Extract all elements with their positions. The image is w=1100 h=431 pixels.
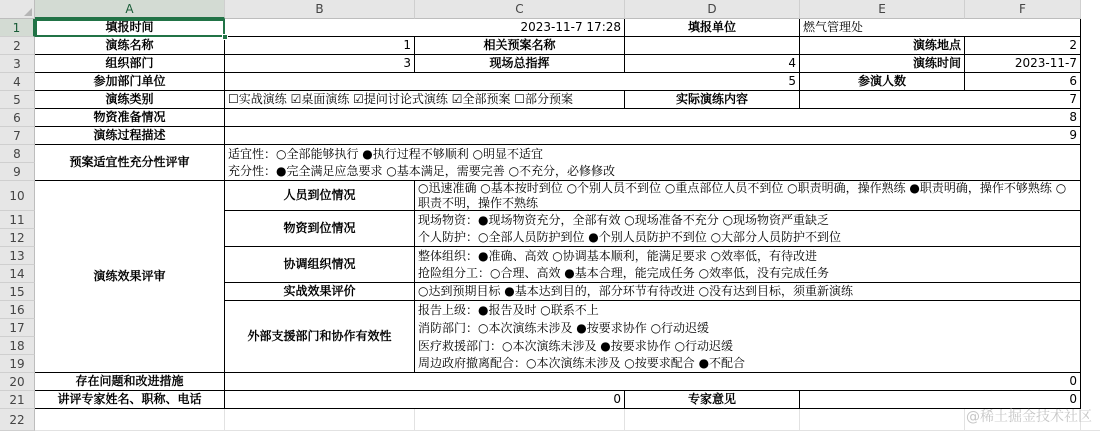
row-header[interactable]: 21 [0, 391, 35, 409]
cell-a5[interactable]: 演练类别 [35, 91, 225, 109]
row-header[interactable]: 14 [0, 265, 35, 283]
column-header-b[interactable]: B [225, 0, 415, 19]
row-header[interactable]: 18 [0, 337, 35, 355]
column-header-a[interactable]: A [35, 0, 225, 19]
cell-d1[interactable]: 填报单位 [625, 19, 800, 37]
cell-e22[interactable] [800, 409, 965, 431]
select-all-corner[interactable] [0, 0, 35, 19]
cell-ef5[interactable]: 7 [800, 91, 1081, 109]
cell-a8-a9[interactable]: 预案适宜性充分性评审 [35, 145, 225, 181]
cell-a21[interactable]: 讲评专家姓名、职称、电话 [35, 391, 225, 409]
cell-bc1[interactable]: 2023-11-7 17:28 [225, 19, 625, 37]
cell-d22[interactable] [625, 409, 800, 431]
cell-d2[interactable] [625, 37, 800, 55]
cell-cf14[interactable]: 抢险组分工：○合理、高效 ●基本合理，能完成任务 ○效率低，没有完成任务 [415, 265, 1081, 283]
cell-cf10[interactable]: ○迅速准确 ○基本按时到位 ○个别人员不到位 ○重点部位人员不到位 ○职责明确，操作熟练 ●职责明确，操作不够熟练 ○职责不明，操作不熟练 [415, 181, 1081, 211]
cell-a1[interactable]: 填报时间 [35, 19, 225, 37]
cell-bf7[interactable]: 9 [225, 127, 1081, 145]
cell-cf17[interactable]: 消防部门：○本次演练未涉及 ●按要求协作 ○行动迟缓 [415, 319, 1081, 337]
watermark: @稀土掘金技术社区 [966, 409, 1092, 425]
row-header[interactable]: 2 [0, 37, 35, 55]
cell-b2[interactable]: 1 [225, 37, 415, 55]
cell-a20[interactable]: 存在问题和改进措施 [35, 373, 225, 391]
row-header[interactable]: 12 [0, 229, 35, 247]
cell-bc21[interactable]: 0 [225, 391, 625, 409]
row-header[interactable]: 9 [0, 163, 35, 181]
cell-bf8[interactable]: 适宜性：○全部能够执行 ●执行过程不够顺利 ○明显不适宜 [225, 145, 1081, 163]
cell-bf20[interactable]: 0 [225, 373, 1081, 391]
grid-overflow-area [1081, 0, 1100, 431]
cell-b15[interactable]: 实战效果评价 [225, 283, 415, 301]
column-header-d[interactable]: D [625, 0, 800, 19]
column-header-e[interactable]: E [800, 0, 965, 19]
cell-cf16[interactable]: 报告上级：●报告及时 ○联系不上 [415, 301, 1081, 319]
cell-d5[interactable]: 实际演练内容 [625, 91, 800, 109]
cell-d21[interactable]: 专家意见 [625, 391, 800, 409]
cell-bf6[interactable]: 8 [225, 109, 1081, 127]
cell-b13-b14[interactable]: 协调组织情况 [225, 247, 415, 283]
row-header[interactable]: 20 [0, 373, 35, 391]
cell-a10-a19[interactable]: 演练效果评审 [35, 181, 225, 373]
row-header[interactable]: 6 [0, 109, 35, 127]
cell-f3[interactable]: 2023-11-7 [965, 55, 1081, 73]
row-header[interactable]: 5 [0, 91, 35, 109]
cell-e4[interactable]: 参演人数 [800, 73, 965, 91]
row-header[interactable]: 22 [0, 409, 35, 431]
cell-cf19[interactable]: 周边政府撤离配合：○本次演练未涉及 ○按要求配合 ●不配合 [415, 355, 1081, 373]
cell-b11-b12[interactable]: 物资到位情况 [225, 211, 415, 247]
cell-f4[interactable]: 6 [965, 73, 1081, 91]
cell-e2[interactable]: 演练地点 [800, 37, 965, 55]
cell-a2[interactable]: 演练名称 [35, 37, 225, 55]
cell-d3[interactable]: 4 [625, 55, 800, 73]
cell-c22[interactable] [415, 409, 625, 431]
cell-a3[interactable]: 组织部门 [35, 55, 225, 73]
row-header[interactable]: 8 [0, 145, 35, 163]
row-header[interactable]: 11 [0, 211, 35, 229]
cell-a6[interactable]: 物资准备情况 [35, 109, 225, 127]
cell-cf13[interactable]: 整体组织：●准确、高效 ○协调基本顺利，能满足要求 ○效率低，有待改进 [415, 247, 1081, 265]
cell-cf15[interactable]: ○达到预期目标 ●基本达到目的，部分环节有待改进 ○没有达到目标，须重新演练 [415, 283, 1081, 301]
cell-bf9[interactable]: 充分性：●完全满足应急要求 ○基本满足，需要完善 ○不充分，必修修改 [225, 163, 1081, 181]
row-header[interactable]: 19 [0, 355, 35, 373]
cell-b3[interactable]: 3 [225, 55, 415, 73]
row-header[interactable]: 1 [0, 19, 35, 37]
row-header[interactable]: 10 [0, 181, 35, 211]
row-header[interactable]: 4 [0, 73, 35, 91]
cell-ef1[interactable]: 燃气管理处 [800, 19, 1081, 37]
cell-bc5-drill-types[interactable]: ☐实战演练 ☑桌面演练 ☑提问讨论式演练 ☑全部预案 ☐部分预案 [225, 91, 625, 109]
cell-a22[interactable] [35, 409, 225, 431]
row-header[interactable]: 13 [0, 247, 35, 265]
cell-cf11[interactable]: 现场物资：●现场物资充分，全部有效 ○现场准备不充分 ○现场物资严重缺乏 [415, 211, 1081, 229]
cell-e3[interactable]: 演练时间 [800, 55, 965, 73]
cell-cf12[interactable]: 个人防护：○全部人员防护到位 ●个别人员防护不到位 ○大部分人员防护不到位 [415, 229, 1081, 247]
fill-handle[interactable] [222, 34, 228, 40]
row-header[interactable]: 17 [0, 319, 35, 337]
cell-a4[interactable]: 参加部门单位 [35, 73, 225, 91]
row-header[interactable]: 7 [0, 127, 35, 145]
cell-c2[interactable]: 相关预案名称 [415, 37, 625, 55]
column-header-f[interactable]: F [965, 0, 1081, 19]
cell-b22[interactable] [225, 409, 415, 431]
cell-ef21[interactable]: 0 [800, 391, 1081, 409]
row-header[interactable]: 16 [0, 301, 35, 319]
cell-cf18[interactable]: 医疗救援部门：○本次演练未涉及 ●按要求协作 ○行动迟缓 [415, 337, 1081, 355]
cell-bd4[interactable]: 5 [225, 73, 800, 91]
row-header[interactable]: 15 [0, 283, 35, 301]
column-header-c[interactable]: C [415, 0, 625, 19]
cell-c3[interactable]: 现场总指挥 [415, 55, 625, 73]
cell-a7[interactable]: 演练过程描述 [35, 127, 225, 145]
cell-b16-b19[interactable]: 外部支援部门和协作有效性 [225, 301, 415, 373]
cell-b10[interactable]: 人员到位情况 [225, 181, 415, 211]
cell-f2[interactable]: 2 [965, 37, 1081, 55]
row-header[interactable]: 3 [0, 55, 35, 73]
